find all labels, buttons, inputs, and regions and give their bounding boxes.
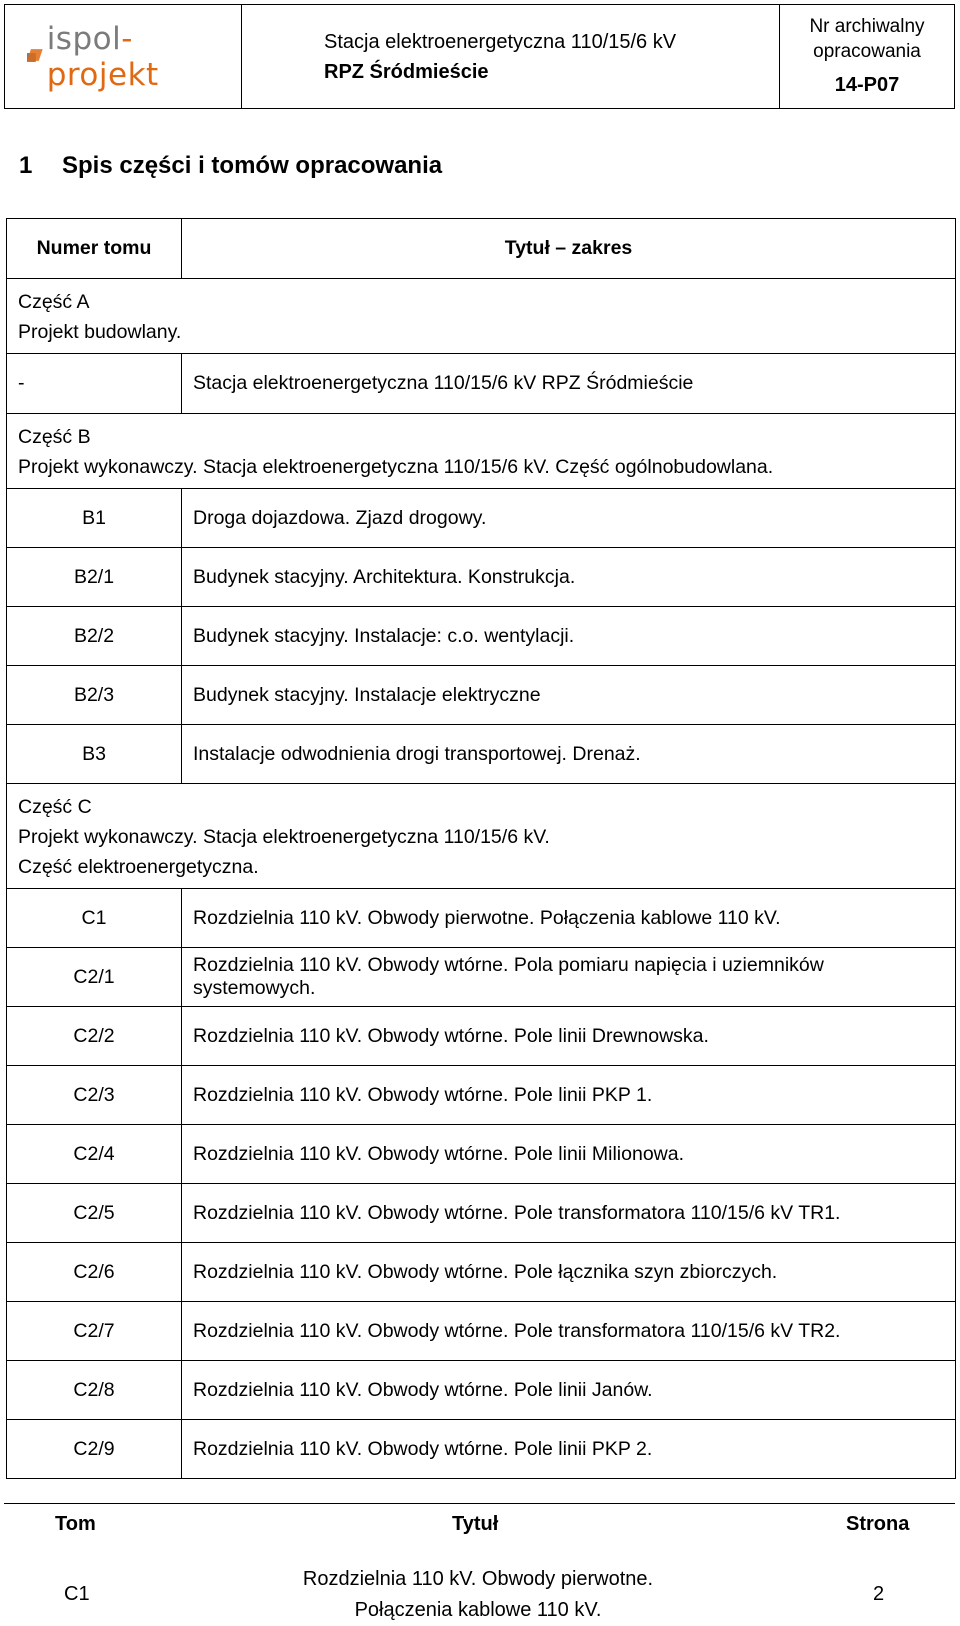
- volume-title: Budynek stacyjny. Instalacje: c.o. wentylacji.: [182, 607, 956, 666]
- part-a-label: Część A Projekt budowlany.: [7, 279, 956, 354]
- volume-number: C2/5: [7, 1184, 182, 1243]
- column-header-number: Numer tomu: [7, 219, 182, 279]
- footer-label-title: Tytuł: [452, 1513, 499, 1535]
- archive-number-box: [780, 5, 954, 108]
- volume-number: B3: [7, 725, 182, 784]
- table-row: [7, 489, 956, 548]
- volume-number: B1: [7, 489, 182, 548]
- part-b-row: [7, 414, 956, 489]
- volume-number: -: [7, 354, 182, 414]
- table-row: [7, 548, 956, 607]
- column-header-title: Tytuł – zakres: [182, 219, 956, 279]
- header-title: [242, 5, 780, 108]
- section-heading: [19, 152, 442, 180]
- table-row: [7, 1302, 956, 1361]
- volume-number: C2/8: [7, 1361, 182, 1420]
- volume-number: C2/9: [7, 1420, 182, 1479]
- archive-number: 14-P07: [834, 73, 900, 96]
- section-title: Spis części i tomów opracowania: [62, 152, 443, 179]
- table-row: [7, 1420, 956, 1479]
- volume-number: C2/4: [7, 1125, 182, 1184]
- part-c-row: [7, 784, 956, 889]
- logo-text: ispol-projekt: [46, 20, 159, 93]
- table-row: [7, 666, 956, 725]
- volume-number: B2/3: [7, 666, 182, 725]
- volume-title: Rozdzielnia 110 kV. Obwody wtórne. Pole linii Janów.: [182, 1361, 956, 1420]
- volume-title: Budynek stacyjny. Instalacje elektryczne: [182, 666, 956, 725]
- document-header: [4, 4, 955, 109]
- volume-number: B2/1: [7, 548, 182, 607]
- volume-title: Droga dojazdowa. Zjazd drogowy.: [182, 489, 956, 548]
- volumes-table: [6, 218, 956, 1479]
- table-row: [7, 1007, 956, 1066]
- part-a-row: [7, 279, 956, 354]
- table-row: [7, 1066, 956, 1125]
- volume-title: Rozdzielnia 110 kV. Obwody pierwotne. Połączenia kablowe 110 kV.: [182, 889, 956, 948]
- footer-title: Rozdzielnia 110 kV. Obwody pierwotne. Połączenia kablowe 110 kV.: [302, 1568, 654, 1621]
- volume-number: C2/6: [7, 1243, 182, 1302]
- footer-rule: [4, 1503, 955, 1504]
- logo-mark-icon: [27, 49, 43, 65]
- table-row: [7, 607, 956, 666]
- footer-label-page: Strona: [846, 1513, 910, 1535]
- table-row: [7, 948, 956, 1007]
- part-b-label: Część B Projekt wykonawczy. Stacja elektroenergetyczna 110/15/6 kV. Część ogólnobudowlana.: [7, 414, 956, 489]
- header-title-line2: RPZ Śródmieście: [324, 60, 489, 83]
- volume-title: Rozdzielnia 110 kV. Obwody wtórne. Pole transformatora 110/15/6 kV TR2.: [182, 1302, 956, 1361]
- volume-title: Instalacje odwodnienia drogi transportowej. Drenaż.: [182, 725, 956, 784]
- volume-number: B2/2: [7, 607, 182, 666]
- table-row: [7, 1125, 956, 1184]
- header-title-line1: Stacja elektroenergetyczna 110/15/6 kV: [324, 30, 677, 53]
- table-header-row: [7, 219, 956, 279]
- part-c-label: Część C Projekt wykonawczy. Stacja elektroenergetyczna 110/15/6 kV. Część elektroenergetyczna.: [7, 784, 956, 889]
- table-row: [7, 354, 956, 414]
- volume-title: Rozdzielnia 110 kV. Obwody wtórne. Pole linii Milionowa.: [182, 1125, 956, 1184]
- volume-number: C2/7: [7, 1302, 182, 1361]
- volume-title: Rozdzielnia 110 kV. Obwody wtórne. Pole linii PKP 2.: [182, 1420, 956, 1479]
- volume-title: Rozdzielnia 110 kV. Obwody wtórne. Pole transformatora 110/15/6 kV TR1.: [182, 1184, 956, 1243]
- table-row: [7, 889, 956, 948]
- volume-title: Rozdzielnia 110 kV. Obwody wtórne. Pole łącznika szyn zbiorczych.: [182, 1243, 956, 1302]
- table-row: [7, 1184, 956, 1243]
- footer-label-tom: Tom: [55, 1513, 96, 1535]
- section-number: 1: [19, 152, 33, 179]
- footer-page-number: 2: [873, 1583, 885, 1605]
- table-row: [7, 725, 956, 784]
- table-row: [7, 1361, 956, 1420]
- volume-number: C2/3: [7, 1066, 182, 1125]
- footer-tom: C1: [64, 1583, 90, 1605]
- volume-title: Rozdzielnia 110 kV. Obwody wtórne. Pole linii PKP 1.: [182, 1066, 956, 1125]
- volume-number: C1: [7, 889, 182, 948]
- company-logo: [5, 5, 242, 108]
- volume-title: Budynek stacyjny. Architektura. Konstrukcja.: [182, 548, 956, 607]
- volume-number: C2/1: [7, 948, 182, 1007]
- volume-title: Rozdzielnia 110 kV. Obwody wtórne. Pola pomiaru napięcia i uziemników systemowych.: [182, 948, 956, 1007]
- volume-title: Stacja elektroenergetyczna 110/15/6 kV RPZ Śródmieście: [182, 354, 956, 414]
- volume-number: C2/2: [7, 1007, 182, 1066]
- table-row: [7, 1243, 956, 1302]
- volume-title: Rozdzielnia 110 kV. Obwody wtórne. Pole linii Drewnowska.: [182, 1007, 956, 1066]
- archive-label: Nr archiwalny opracowania: [809, 15, 925, 62]
